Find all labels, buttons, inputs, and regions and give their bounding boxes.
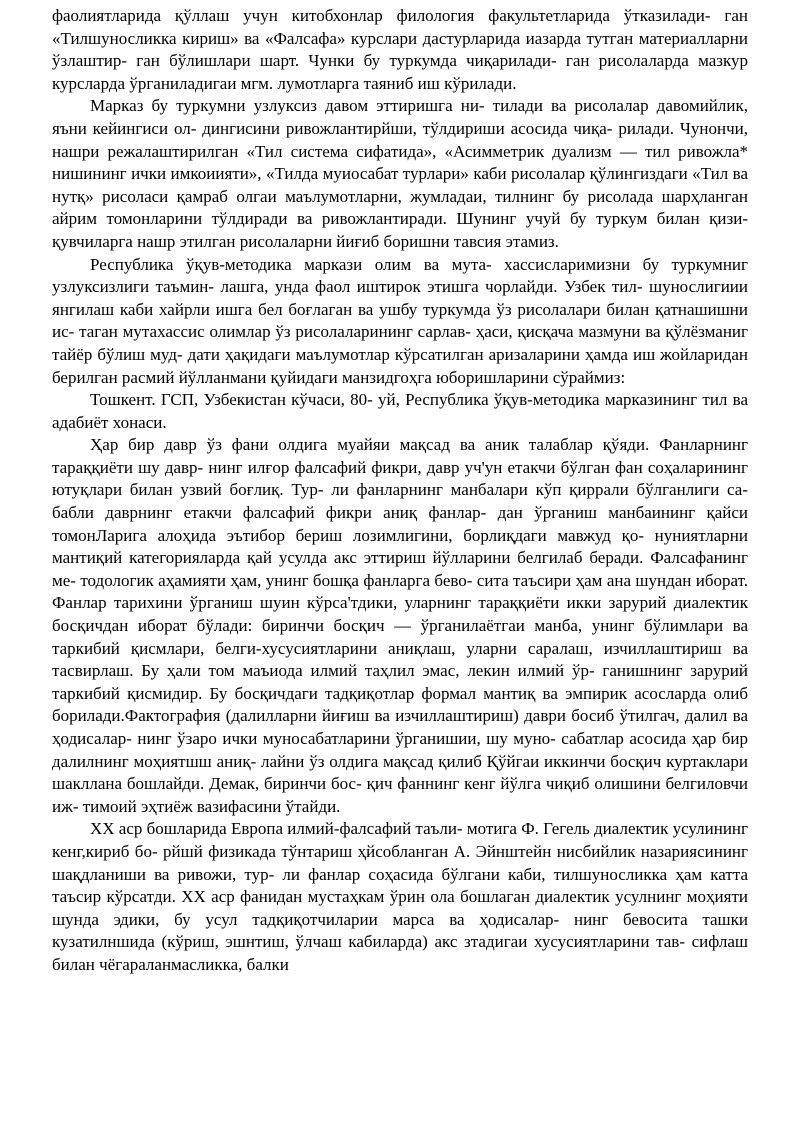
paragraph-3: Республика ўқув-методика маркази олим ва мута- хассисларимизни бу туркумниг узлуксизлиги таъмин- лашга, унда фаол иштирок этишга чорлайди. Узбек тил- шунослигиии янгилаш каби хайрли ишга бел боғлаган ва ушбу туркумда ўз рисолалари билан қатнашишни ис- таган мутахассис олимлар ўз рисолаларининг сарлав- ҳаси, қисқача мазмуни ва қўлёзманиг тайёр бўлиш муд- дати ҳақидаги маълумотлар кўрсатилган аризаларини ҳамда иш жойларидан берилган расмий йўлланмани қуйидаги манзидгоҳга юборишларини сўраймиз: (52, 254, 748, 387)
paragraph-6: XX аср бошларида Европа илмий-фалсафий таъли- мотига Ф. Гегель диалектик усулининг кенг,кириб бо- рйшй физикада тўнтариш ҳйсобланган А. Эйнштейн нисбийлик назариясининг шақдланиши ва ривожи, тур- ли фанлар соҳасида бўлгани каби, тилшуносликка ҳам катта таъсир кўрсатди. XX аср фанидан мустаҳкам ўрин ола бошлаган диалектик усулнинг моҳияти шунда эдики, бу усул тадқиқотчиларии марса ва ҳодисалар- нинг бевосита ташки кузатилншида (кўриш, эшнтиш, ўлчаш кабиларда) акс зтадигаи хусусиятларини тав- сифлаш билан чёгараланмасликка, балки (52, 819, 748, 974)
paragraph-2: Марказ бу туркумни узлуксиз давом эттиришга ни- тилади ва рисолалар давомийлик, яъни кейингиси ол- дингисини ривожлантирйши, тўлдириши асосида чиқа- рилади. Чунончи, нашри режалаштирилган «Тил система сифатида», «Асимметрик дуализм — тил ривожла* нишининг ички имкоиияти», «Тилда муиосабат турлари» каби рисолалар қўлингиздаги «Тил ва нутқ» рисоласи қамраб олгаи маълумотларни, жумладаи, тилнинг бу рисолада шарҳланган айрим томонларини тўлдиради ва ривожлантиради. Шунинг учуй бу туркум билан қизи- қувчиларга нашр этилган рисолаларни йиғиб боришни тавсия этамиз. (52, 96, 748, 251)
paragraph-4-address: Тошкент. ГСП, Узбекистан кўчаси, 80- уй, Республика ўқув-методика марказининг тил ва адабиёт хонаси. (52, 390, 748, 432)
paragraph-5: Ҳар бир давр ўз фани олдига муайяи мақсад ва аник талаблар қўяди. Фанларнинг тараққиёти шу давр- нинг илғор фалсафий фикри, давр уч'ун етакчи бўлган фан соҳаларининг ютуқлари билан узвий боғлиқ. Тур- ли фанларнинг манбалари кўп қиррали бўлганлиги са- бабли даврнинг етакчи фалсафий фикри аниқ фанлар- дан ўрганиш манбаининг қайси томонЛарига алоҳида эътибор бериш лозимлигини, борлиқдаги мавжуд қо- нуниятларни мантиқий категорияларда қай усулда акс эттириш йўлларини белгилаб беради. Фалсафанинг ме- тодологик аҳамияти ҳам, унинг бошқа фанларга бево- сита таъсири ҳам ана шундан иборат. Фанлар тарихини ўрганиш шуин кўрса'тдики, уларнинг тараққиёти икки зарурий диалектик босқичдан иборат бўлади: биринчи босқич — ўрганилаётгаи манба, унинг бўлимлари ва таркибий қисмлари, белги-хусусиятларини аниқлаш, уларни саралаш, изчиллаштириш ва тасвирлаш. Бу ҳали том маъиода илмий таҳлил эмас, лекин илмий ўр- ганишнинг зарурий таркибий қисмидир. Бу босқичдаги тадқиқотлар формал мантиқ ва эмпирик асосларда олиб борилади.Фактография (далилларни йиғиш ва изчиллаштириш) даври босиб ўтилгач, далил ва ҳодисалар- нинг ўзаро ички муносабатларини ўрганишии, шу муно- сабатлар асосида ҳар бир далилнинг моҳиятшш аниқ- лайни ўз олдига мақсад қилиб Қўйгаи иккинчи босқич куртаклари шакллана бошлайди. Демак, биринчи бос- қич фаннинг кенг йўлга чиқиб олишини белгиловчи иж- тимоий эҳтиёж вазифасини ўтайди. (52, 435, 748, 816)
paragraph-1: фаолиятларида қўллаш учун китобхонлар филология факультетларида ўтказилади- ган «Тилшуносликка кириш» ва «Фалсафа» курслари дастурларида иазарда тутган материалларни ўзлаштир- ган бўлишлари шарт. Чунки бу туркумда чиқарилади- ган рисолаларда мазкур курсларда ўрганиладигаи мгм. лумотларга таяниб иш кўрилади. (52, 6, 748, 93)
